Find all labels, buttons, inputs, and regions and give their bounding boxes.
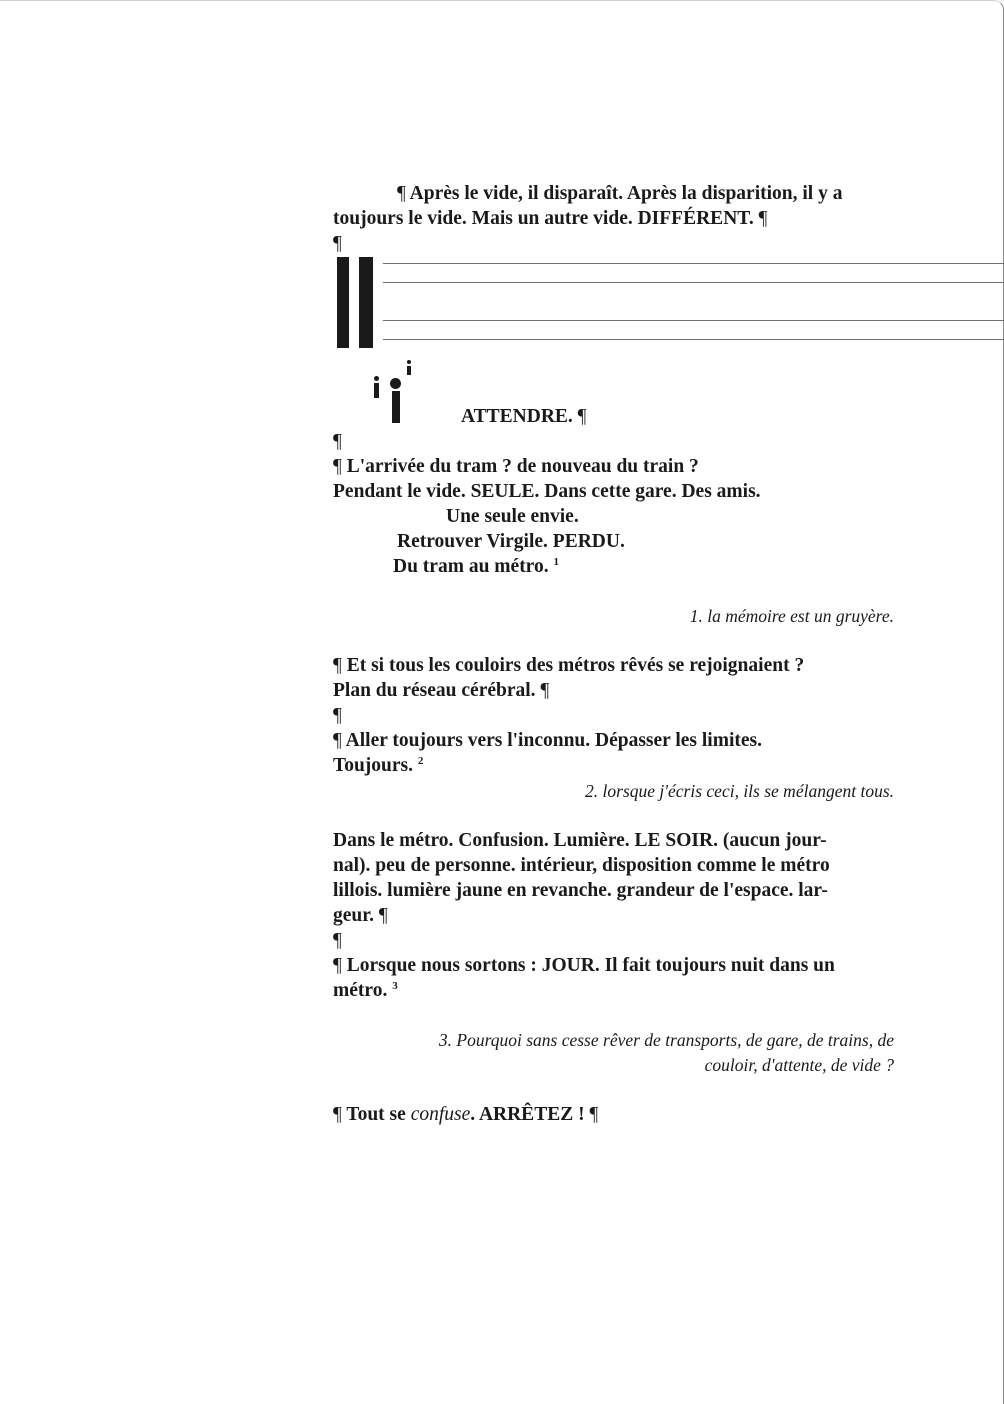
pilcrow: ¶ [333,456,342,477]
horizontal-rule [383,339,1004,340]
stanza-line-1: ¶ L'arrivée du tram ? de nouveau du train ? [333,456,699,477]
pilcrow: ¶ [333,431,342,452]
footnote-ref-2: 2 [417,755,424,767]
stanza-line-3: Une seule envie. [446,506,579,527]
pilcrow: ¶ [397,183,406,204]
p4-line-2: nal). peu de personne. intérieur, disposition comme le métro [333,855,830,876]
p6-line: ¶ Tout se confuse. ARRÊTEZ ! ¶ [333,1104,599,1125]
horizontal-rule [383,263,1004,264]
p3-line-2: Toujours. $^2$ [333,755,424,776]
empty-paragraph [333,703,342,728]
footnote-1: 1. la mémoire est un gruyère. [689,606,894,626]
p1-line-2: toujours le vide. Mais un autre vide. DIFFÉRENT. ¶ [333,208,768,229]
footnote-ref-1: 1 [553,556,559,568]
footnote-3-line-2: couloir, d'attente, de vide ? [704,1055,894,1075]
pilcrow: ¶ [589,1104,599,1125]
pilcrow: ¶ [378,905,388,926]
p4-line-3: lillois. lumière jaune en revanche. grandeur de l'espace. lar- [333,880,828,901]
footnote-3-line-1: 3. Pourquoi sans cesse rêver de transports, de gare, de trains, de [438,1030,894,1050]
p2-line-1: ¶ Et si tous les couloirs des métros rêvés se rejoignaient ? [333,655,805,676]
empty-paragraph [333,231,342,256]
stanza-line-4: Retrouver Virgile. PERDU. [397,531,625,552]
footnote-2: 2. lorsque j'écris ceci, ils se mélangent tous. [585,781,894,801]
empty-paragraph [333,429,342,454]
p2-line-2: Plan du réseau cérébral. ¶ [333,680,550,701]
horizontal-rule [383,282,1004,283]
p4-line-1: Dans le métro. Confusion. Lumière. LE SOIR. (aucun jour- [333,830,827,851]
italic-word: confuse [410,1104,471,1125]
vertical-bar-left [337,257,349,348]
pilcrow: ¶ [333,930,342,951]
pilcrow: ¶ [333,233,342,254]
pilcrow: ¶ [333,705,342,726]
stanza-line-5: Du tram au métro. $^1$ [393,556,559,577]
p1-line-1: ¶ Après le vide, il disparaît. Après la disparition, il y a [397,183,843,204]
heading-attendre: ATTENDRE. ¶ [461,406,587,427]
pilcrow: ¶ [333,655,342,676]
p3-line-1: ¶ Aller toujours vers l'inconnu. Dépasser les limites. [333,730,763,751]
p5-line-2: métro. $^3$ [333,980,398,1001]
footnote-ref-3: 3 [392,980,398,992]
horizontal-rule [383,320,1004,321]
pilcrow: ¶ [333,730,342,751]
p4-line-4: geur. ¶ [333,905,388,926]
p5-line-1: ¶ Lorsque nous sortons : JOUR. Il fait toujours nuit dans un [333,955,835,976]
pilcrow: ¶ [758,208,768,229]
pilcrow: ¶ [577,406,587,427]
vertical-bar-right [359,257,373,348]
pilcrow: ¶ [540,680,550,701]
pilcrow: ¶ [333,1104,342,1125]
stanza-line-2: Pendant le vide. SEULE. Dans cette gare. Des amis. [333,481,761,502]
empty-paragraph [333,928,342,953]
pilcrow: ¶ [333,955,342,976]
